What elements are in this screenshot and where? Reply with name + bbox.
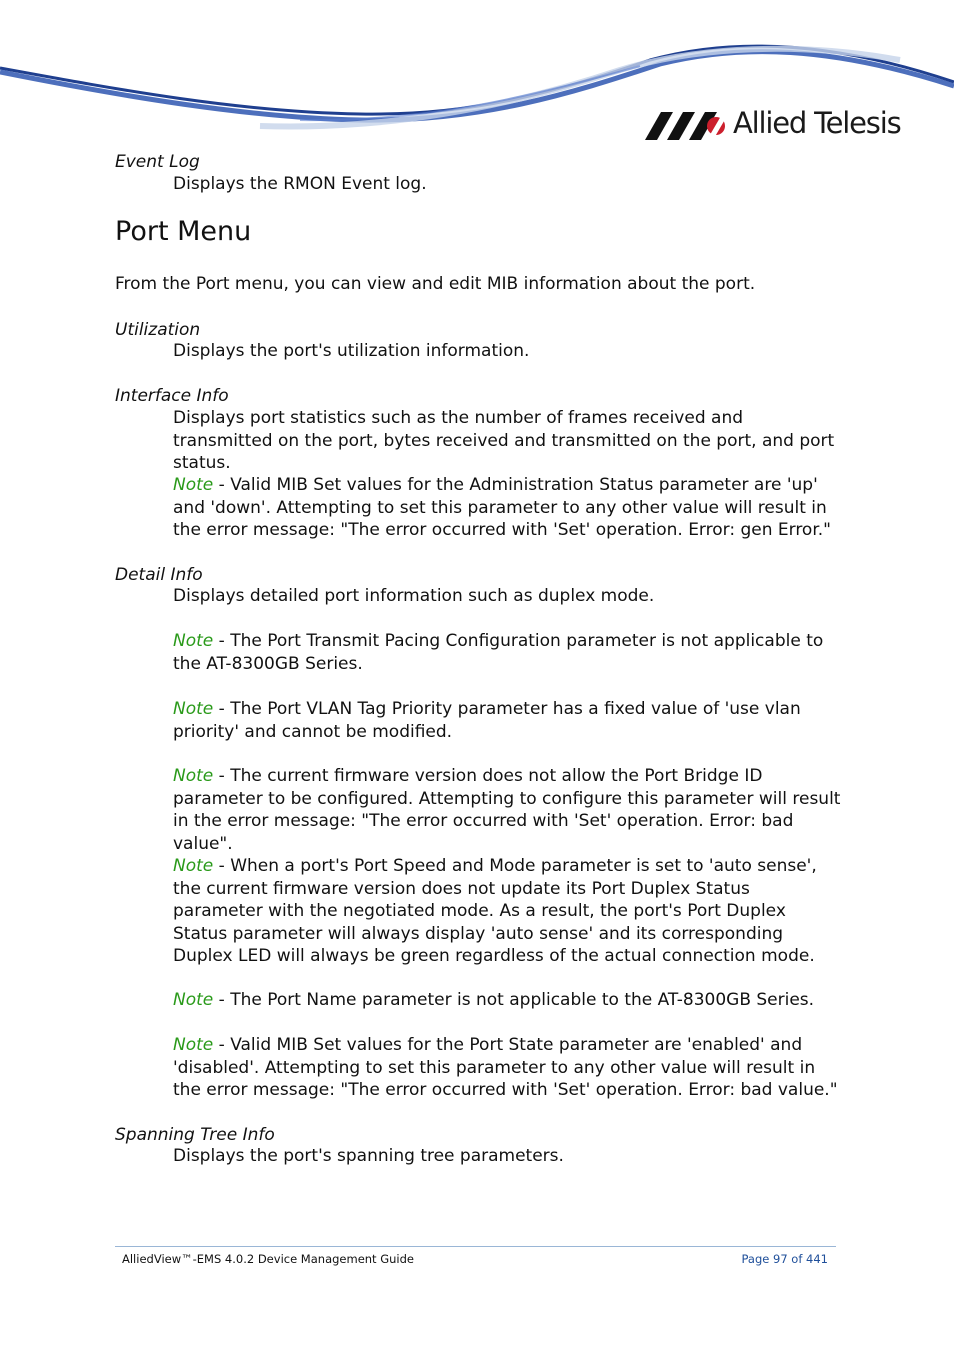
allied-telesis-logo xyxy=(645,106,905,146)
note-detail-2 xyxy=(173,698,843,743)
term-interface-info: Interface Info xyxy=(115,386,229,406)
desc-spanning-tree-info: Displays the port's spanning tree parameters. xyxy=(173,1146,564,1166)
footer-divider xyxy=(115,1246,836,1247)
term-event-log: Event Log xyxy=(115,152,200,172)
note-text: - The Port Transmit Pacing Configuration parameter is not applicable to the AT-8300GB Series. xyxy=(173,631,824,674)
note-label: Note xyxy=(173,766,214,786)
note-text: - When a port's Port Speed and Mode parameter is set to 'auto sense', the current firmware version does not update its Port Duplex Status parameter with the negotiated mode. As a result, the port's Port Duplex Status parameter will always display 'auto sense' and its corresponding Duplex LED will always be green regardless of the actual connection mode. xyxy=(173,856,817,966)
note-text: - The Port Name parameter is not applicable to the AT-8300GB Series. xyxy=(213,990,815,1010)
note-detail-4 xyxy=(173,855,843,968)
page-title: Port Menu xyxy=(115,216,252,247)
term-utilization: Utilization xyxy=(115,320,201,340)
note-label: Note xyxy=(173,475,214,495)
note-label: Note xyxy=(173,631,214,651)
note-label: Note xyxy=(173,856,214,876)
note-text: - Valid MIB Set values for the Administration Status parameter are 'up' and 'down'. Attempting to set this parameter to any other value will result in the error message: "The error occurred with 'Set' operation. Error: gen Error." xyxy=(173,475,831,540)
term-detail-info: Detail Info xyxy=(115,565,203,585)
footer-page-number: Page 97 of 441 xyxy=(741,1252,828,1266)
note-interface-info xyxy=(173,474,843,542)
logo-wordmark: Allied Telesis xyxy=(733,106,901,140)
note-detail-1 xyxy=(173,630,843,675)
note-detail-5 xyxy=(173,989,843,1012)
desc-event-log: Displays the RMON Event log. xyxy=(173,174,427,194)
logo-mark-icon xyxy=(645,110,727,140)
desc-detail-info: Displays detailed port information such as duplex mode. xyxy=(173,586,655,606)
note-text: - The current firmware version does not allow the Port Bridge ID parameter to be configured. Attempting to configure this parameter will result in the error message: "The error occurred with 'Set' operation. Error: bad value". xyxy=(173,766,841,854)
note-label: Note xyxy=(173,990,214,1010)
note-text: - Valid MIB Set values for the Port State parameter are 'enabled' and 'disabled'. Attempting to set this parameter to any other value will result in the error message: "The error occurred with 'Set' operation. Error: bad value." xyxy=(173,1035,838,1100)
intro-paragraph: From the Port menu, you can view and edit MIB information about the port. xyxy=(115,274,756,294)
note-detail-6 xyxy=(173,1034,843,1102)
desc-interface-info: Displays port statistics such as the number of frames received and transmitted on the port, bytes received and transmitted on the port, and port status. xyxy=(173,408,835,473)
note-label: Note xyxy=(173,1035,214,1055)
footer-title: AlliedView™-EMS 4.0.2 Device Management Guide xyxy=(122,1252,414,1266)
note-label: Note xyxy=(173,699,214,719)
desc-utilization: Displays the port's utilization information. xyxy=(173,341,530,361)
term-spanning-tree-info: Spanning Tree Info xyxy=(115,1125,275,1145)
note-text: - The Port VLAN Tag Priority parameter has a fixed value of 'use vlan priority' and cannot be modified. xyxy=(173,699,801,742)
note-detail-3 xyxy=(173,765,843,855)
